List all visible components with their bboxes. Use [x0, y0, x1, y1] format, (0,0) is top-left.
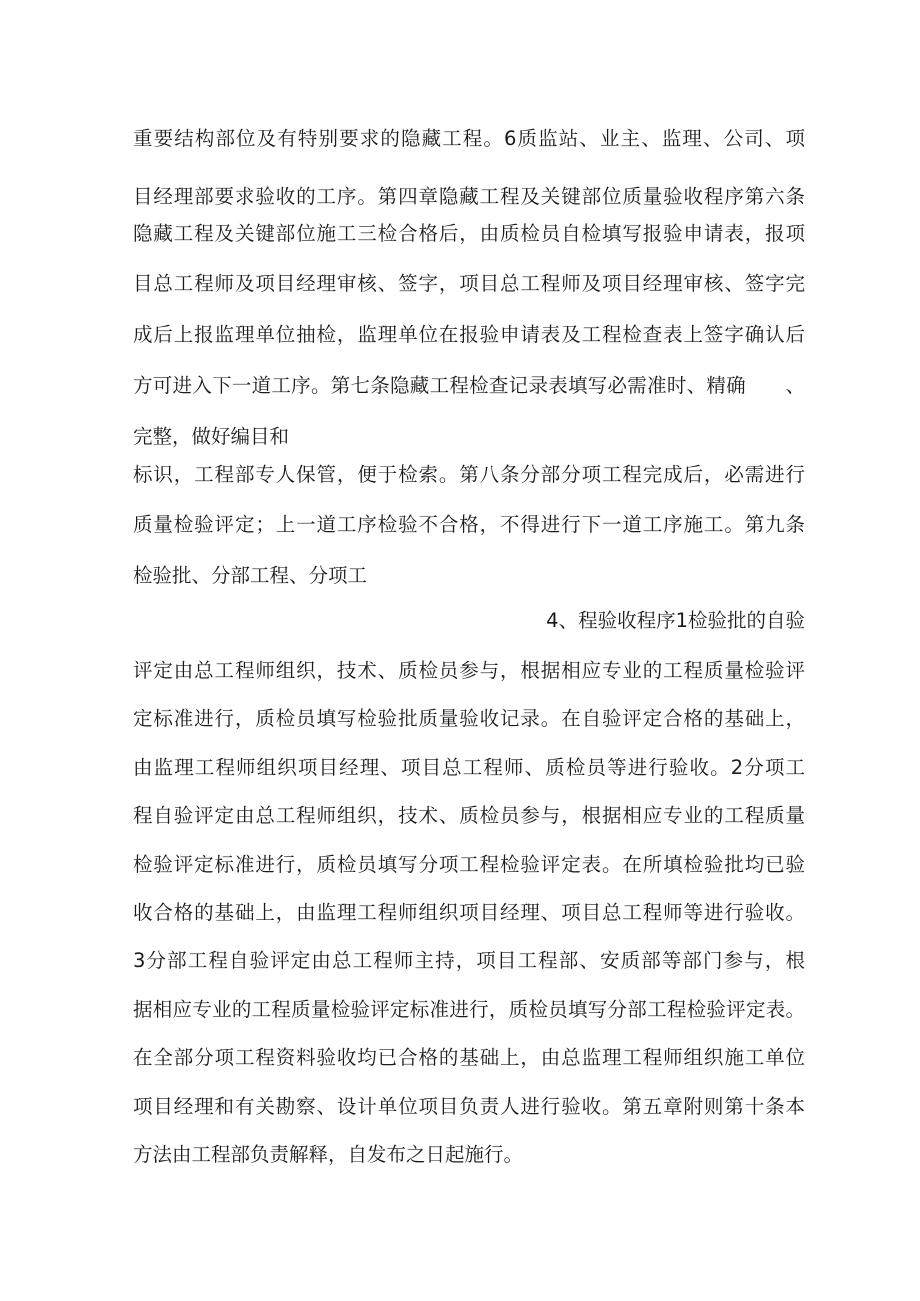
paragraph-line: 据相应专业的工程质量检验评定标准进行，质检员填写分部工程检验评定表。 — [133, 998, 805, 1021]
paragraph-line: 检验评定标准进行，质检员填写分项工程检验评定表。在所填检验批均已验 — [133, 853, 805, 876]
paragraph-line: 收合格的基础上，由监理工程师组织项目经理、项目总工程师等进行验收。 — [133, 901, 805, 924]
paragraph-line: 目经理部要求验收的工序。第四章隐藏工程及关键部位质量验收程序第六条 — [133, 185, 805, 208]
paragraph-line: 目总工程师及项目经理审核、签字，项目总工程师及项目经理审核、签字完 — [133, 272, 805, 295]
paragraph-line: 3分部工程自验评定由总工程师主持，项目工程部、安质部等部门参与，根 — [133, 949, 805, 972]
paragraph-line: 质量检验评定；上一道工序检验不合格，不得进行下一道工序施工。第九条 — [133, 513, 805, 536]
paragraph-line: 标识，工程部专人保管，便于检索。第八条分部分项工程完成后，必需进行 — [133, 463, 805, 486]
paragraph-line: 由监理工程师组织项目经理、项目总工程师、质检员等进行验收。2分项工 — [133, 756, 805, 779]
paragraph-line: 程自验评定由总工程师组织，技术、质检员参与，根据相应专业的工程质量 — [133, 804, 805, 827]
paragraph-line: 定标准进行，质检员填写检验批质量验收记录。在自验评定合格的基础上， — [133, 707, 805, 730]
paragraph-line: 隐藏工程及关键部位施工三检合格后，由质检员自检填写报验申请表，报项 — [133, 222, 805, 245]
paragraph-line: 评定由总工程师组织，技术、质检员参与，根据相应专业的工程质量检验评 — [133, 659, 805, 682]
paragraph-line: 完整，做好编目和 — [133, 425, 290, 448]
paragraph-line: 4、程验收程序1检验批的自验 — [546, 609, 805, 632]
paragraph-line: 在全部分项工程资料验收均已合格的基础上，由总监理工程师组织施工单位 — [133, 1046, 805, 1069]
paragraph-line: 检验批、分部工程、分项工 — [133, 564, 368, 587]
paragraph-line: 项目经理和有关勘察、设计单位项目负责人进行验收。第五章附则第十条本 — [133, 1095, 805, 1118]
paragraph-line: 方可进入下一道工序。第七条隐藏工程检查记录表填写必需准时、精确 、 — [133, 374, 805, 397]
paragraph-line: 重要结构部位及有特别要求的隐藏工程。6质监站、业主、监理、公司、项 — [133, 127, 805, 150]
paragraph-line: 成后上报监理单位抽检，监理单位在报验申请表及工程检查表上签字确认后 — [133, 323, 805, 346]
paragraph-line: 方法由工程部负责解释，自发布之日起施行。 — [133, 1143, 524, 1166]
